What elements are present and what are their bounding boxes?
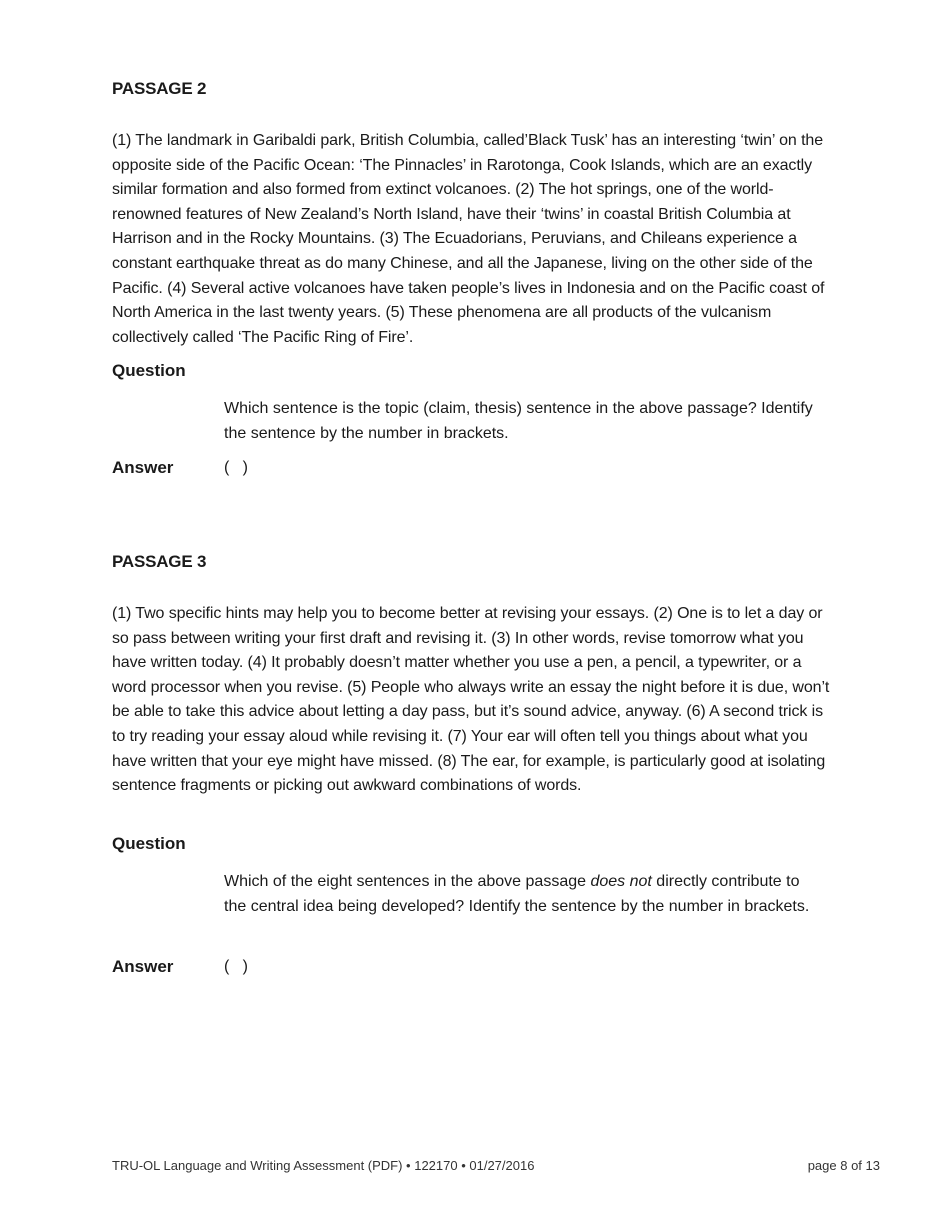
footer-document-info: TRU-OL Language and Writing Assessment (PDF) • 122170 • 01/27/2016 xyxy=(112,1158,535,1173)
question-text-end: directly contribute to the central idea being developed? Identify the sentence by the number in brackets. xyxy=(224,873,810,915)
passage-3-question-label: Question xyxy=(112,834,186,853)
passage-3-answer-blank[interactable]: ( ) xyxy=(224,958,248,975)
passage-3-heading: PASSAGE 3 xyxy=(112,552,207,571)
question-emphasis: does not xyxy=(590,873,652,890)
footer-page-number: page 8 of 13 xyxy=(807,1158,880,1173)
passage-3-question xyxy=(224,870,824,919)
passage-3-text: (1) Two specific hints may help you to become better at revising your essays. (2) One is to let a day or so pass between writing your first draft and revising it. (3) In other words, revise tomorrow what you have written today. (4) It probably doesn’t matter whether you use a pen, a pencil, a typewriter, or a word processor when you revise. (5) People who always write an essay the night before it is due, won’t be able to take this advice about letting a day pass, but it’s sound advice, anyway. (6) A second trick is to try reading your essay aloud while revising it. (7) Your ear will often tell you things about what you have written that your eye might have missed. (8) The ear, for example, is particularly good at isolating sentence fragments or picking out awkward combinations of words. xyxy=(112,605,830,795)
passage-2-heading: PASSAGE 2 xyxy=(112,79,207,98)
passage-2-answer-label: Answer xyxy=(112,458,174,477)
passage-2-answer-blank[interactable]: ( ) xyxy=(224,459,248,476)
passage-2-text: (1) The landmark in Garibaldi park, British Columbia, called’Black Tusk’ has an interesting ‘twin’ on the opposite side of the Pacific Ocean: ‘The Pinnacles’ in Rarotonga, Cook Islands, which are an exactly similar formation and also formed from extinct volcanoes. (2) The hot springs, one of the world-renowned features of New Zealand’s North Island, have their ‘twins’ in coastal British Columbia at Harrison and in the Rocky Mountains. (3) The Ecuadorians, Peruvians, and Chileans experience a constant earthquake threat as do many Chinese, and all the Japanese, living on the other side of the Pacific. (4) Several active volcanoes have taken people’s lives in Indonesia and on the Pacific coast of North America in the last twenty years. (5) These phenomena are all products of the vulcanism collectively called ‘The Pacific Ring of Fire’. xyxy=(112,132,825,346)
passage-2-question: Which sentence is the topic (claim, thesis) sentence in the above passage? Identify the sentence by the number in brackets. xyxy=(224,400,813,442)
question-text-start: Which of the eight sentences in the above passage xyxy=(224,873,591,890)
passage-2-question-label: Question xyxy=(112,361,186,380)
passage-3-answer-label: Answer xyxy=(112,957,174,976)
